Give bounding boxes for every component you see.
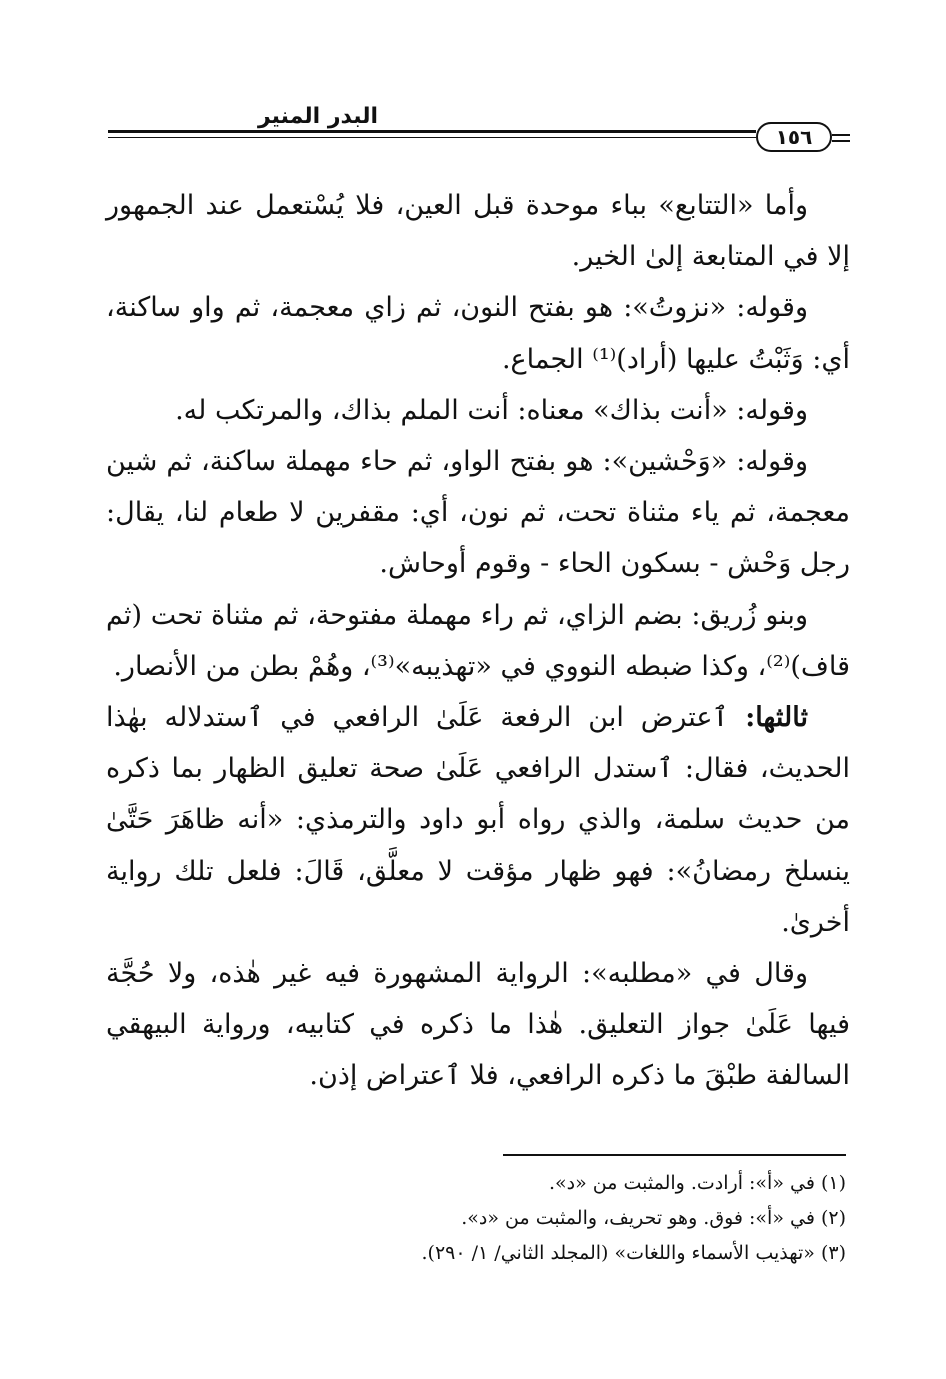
paragraph: وأما «التتابع» بباء موحدة قبل العين، فلا يُسْتعمل عند الجمهور إلا في المتابعة إلىٰ الخير. — [106, 190, 850, 273]
book-title: البدر المنير — [258, 104, 379, 129]
paragraph-text: ٱعترض ابن الرفعة عَلَىٰ الرافعي في ٱستدلاله بهٰذا الحديث، فقال: ٱستدل الرافعي عَلَىٰ صحة تعليق الظهار بما ذكره من حديث سلمة، والذي رواه أبو داود والترمذي: «أنه ظاهَرَ حَتَّىٰ ينسلخ رمضانُ»: فهو ظهار مؤقت لا معلَّق، قَالَ: فلعل تلك رواية أخرىٰ. — [106, 702, 850, 938]
paragraph: وقوله: «وَحْشين»: هو بفتح الواو، ثم حاء مهملة ساكنة، ثم شين معجمة، ثم ياء مثناة تحت، ثم نون، أي: مقفرين لا طعام لنا، يقال: رجل وَحْش - بسكون الحاء - وقوم أوحاش. — [106, 446, 850, 580]
paragraph: وقوله: «أنت بذاك» معناه: أنت الملم بذاك، والمرتكب له. — [175, 394, 808, 426]
paragraph: وقال في «مطلبه»: الرواية المشهورة فيه غير هٰذه، ولا حُجَّة فيها عَلَىٰ جواز التعليق. هٰذا ما ذكره في كتابيه، ورواية البيهقي السالفة طبْقَ ما ذكره الرافعي، فلا ٱعتراض إذن. — [106, 958, 850, 1092]
paragraph: وبنو زُريق: بضم الزاي، ثم راء مهملة مفتوحة، ثم مثناة تحت (ثم قاف)⁽²⁾، وكذا ضبطه النووي في «تهذيبه»⁽³⁾، وهُمْ بطن من الأنصار. — [106, 599, 850, 682]
main-text — [106, 180, 850, 1102]
footnotes — [300, 1166, 846, 1271]
footnote-separator — [503, 1154, 846, 1156]
section-lead: ثالثها: — [745, 702, 808, 734]
page-number: ١٥٦ — [756, 122, 832, 152]
paragraph: وقوله: «نزوتُ»: هو بفتح النون، ثم زاي معجمة، ثم واو ساكنة، أي: وَثَبْتُ عليها (أراد)⁽¹⁾ الجماع. — [106, 292, 850, 375]
footnote: (٢) في «أ»: فوق. وهو تحريف، والمثبت من «د». — [461, 1207, 846, 1229]
header-rule-thin — [108, 137, 756, 138]
footnote: (١) في «أ»: أرادت. والمثبت من «د». — [549, 1172, 846, 1194]
header-rule-thick — [108, 130, 756, 133]
page-header — [108, 100, 850, 160]
paragraph — [106, 692, 850, 948]
page-number-ornament-line — [832, 134, 850, 136]
footnote: (٣) «تهذيب الأسماء واللغات» (المجلد الثاني/ ١/ ٢٩٠). — [421, 1242, 846, 1264]
page-number-ornament-line — [832, 140, 850, 142]
